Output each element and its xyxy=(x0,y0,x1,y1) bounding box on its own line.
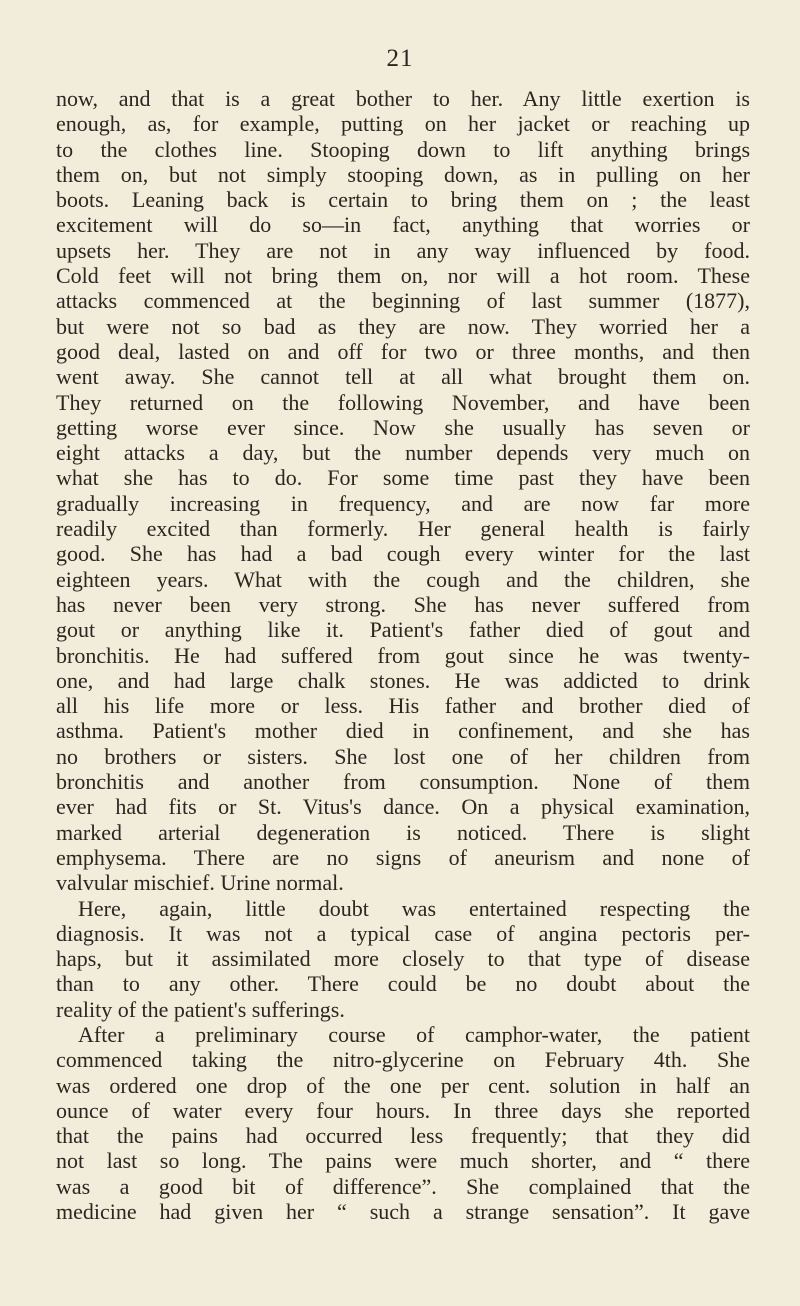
text-line: gout or anything like it. Patient's father died of gout and xyxy=(56,617,750,643)
text-line: to the clothes line. Stooping down to lift anything brings xyxy=(56,136,750,162)
text-line: commenced taking the nitro-glycerine on February 4th. She xyxy=(56,1047,750,1073)
text-line: marked arterial degeneration is noticed. There is slight xyxy=(56,819,750,845)
text-line: excitement will do so—in fact, anything that worries or xyxy=(56,212,750,238)
page-number: 21 xyxy=(386,45,414,72)
text-line: them on, but not simply stooping down, as in pulling on her xyxy=(56,161,750,187)
text-line: that the pains had occurred less frequently; that they did xyxy=(56,1123,750,1149)
text-line: went away. She cannot tell at all what brought them on. xyxy=(56,364,750,390)
text-line: now, and that is a great bother to her. Any little exertion is xyxy=(56,86,750,111)
text-line: asthma. Patient's mother died in confinement, and she has xyxy=(56,718,750,744)
text-line: readily excited than formerly. Her general health is fairly xyxy=(56,516,750,542)
text-line: ounce of water every four hours. In three days she reported xyxy=(56,1097,750,1123)
text-line: was a good bit of difference”. She complained that the xyxy=(56,1173,750,1199)
text-line: diagnosis. It was not a typical case of angina pectoris per- xyxy=(56,920,750,946)
text-line: good. She has had a bad cough every winter for the last xyxy=(56,541,750,567)
text-line: ever had fits or St. Vitus's dance. On a physical examination, xyxy=(56,794,750,820)
text-line: Here, again, little doubt was entertained respecting the xyxy=(78,895,750,921)
text-line: has never been very strong. She has never suffered from xyxy=(56,591,750,617)
text-line: Cold feet will not bring them on, nor will a hot room. These xyxy=(56,263,750,289)
body-text xyxy=(56,86,750,1224)
text-line: eight attacks a day, but the number depends very much on xyxy=(56,440,750,466)
text-line: boots. Leaning back is certain to bring them on ; the least xyxy=(56,187,750,213)
text-line: haps, but it assimilated more closely to that type of disease xyxy=(56,946,750,972)
text-line: gradually increasing in frequency, and are now far more xyxy=(56,490,750,516)
text-line: eighteen years. What with the cough and the children, she xyxy=(56,566,750,592)
text-line: valvular mischief. Urine normal. xyxy=(56,870,344,896)
text-line: bronchitis. He had suffered from gout since he was twenty- xyxy=(56,642,750,668)
text-line: attacks commenced at the beginning of last summer (1877), xyxy=(56,288,750,314)
text-line: upsets her. They are not in any way influenced by food. xyxy=(56,237,750,263)
text-line: emphysema. There are no signs of aneurism and none of xyxy=(56,844,750,870)
text-line: good deal, lasted on and off for two or three months, and then xyxy=(56,338,750,364)
text-line: one, and had large chalk stones. He was addicted to drink xyxy=(56,667,750,693)
text-line: getting worse ever since. Now she usually has seven or xyxy=(56,414,750,440)
text-line: no brothers or sisters. She lost one of her children from xyxy=(56,743,750,769)
text-line: than to any other. There could be no doubt about the xyxy=(56,971,750,997)
text-line: all his life more or less. His father and brother died of xyxy=(56,693,750,719)
text-line: They returned on the following November, and have been xyxy=(56,389,750,415)
text-line: but were not so bad as they are now. They worried her a xyxy=(56,313,750,339)
text-line: reality of the patient's sufferings. xyxy=(56,996,345,1022)
text-line: medicine had given her “ such a strange sensation”. It gave xyxy=(56,1199,750,1225)
text-line: After a preliminary course of camphor-water, the patient xyxy=(78,1021,750,1047)
text-line: what she has to do. For some time past they have been xyxy=(56,465,750,491)
text-line: was ordered one drop of the one per cent. solution in half an xyxy=(56,1072,750,1098)
text-line: not last so long. The pains were much shorter, and “ there xyxy=(56,1148,750,1174)
text-line: enough, as, for example, putting on her jacket or reaching up xyxy=(56,111,750,137)
text-line: bronchitis and another from consumption. None of them xyxy=(56,769,750,795)
